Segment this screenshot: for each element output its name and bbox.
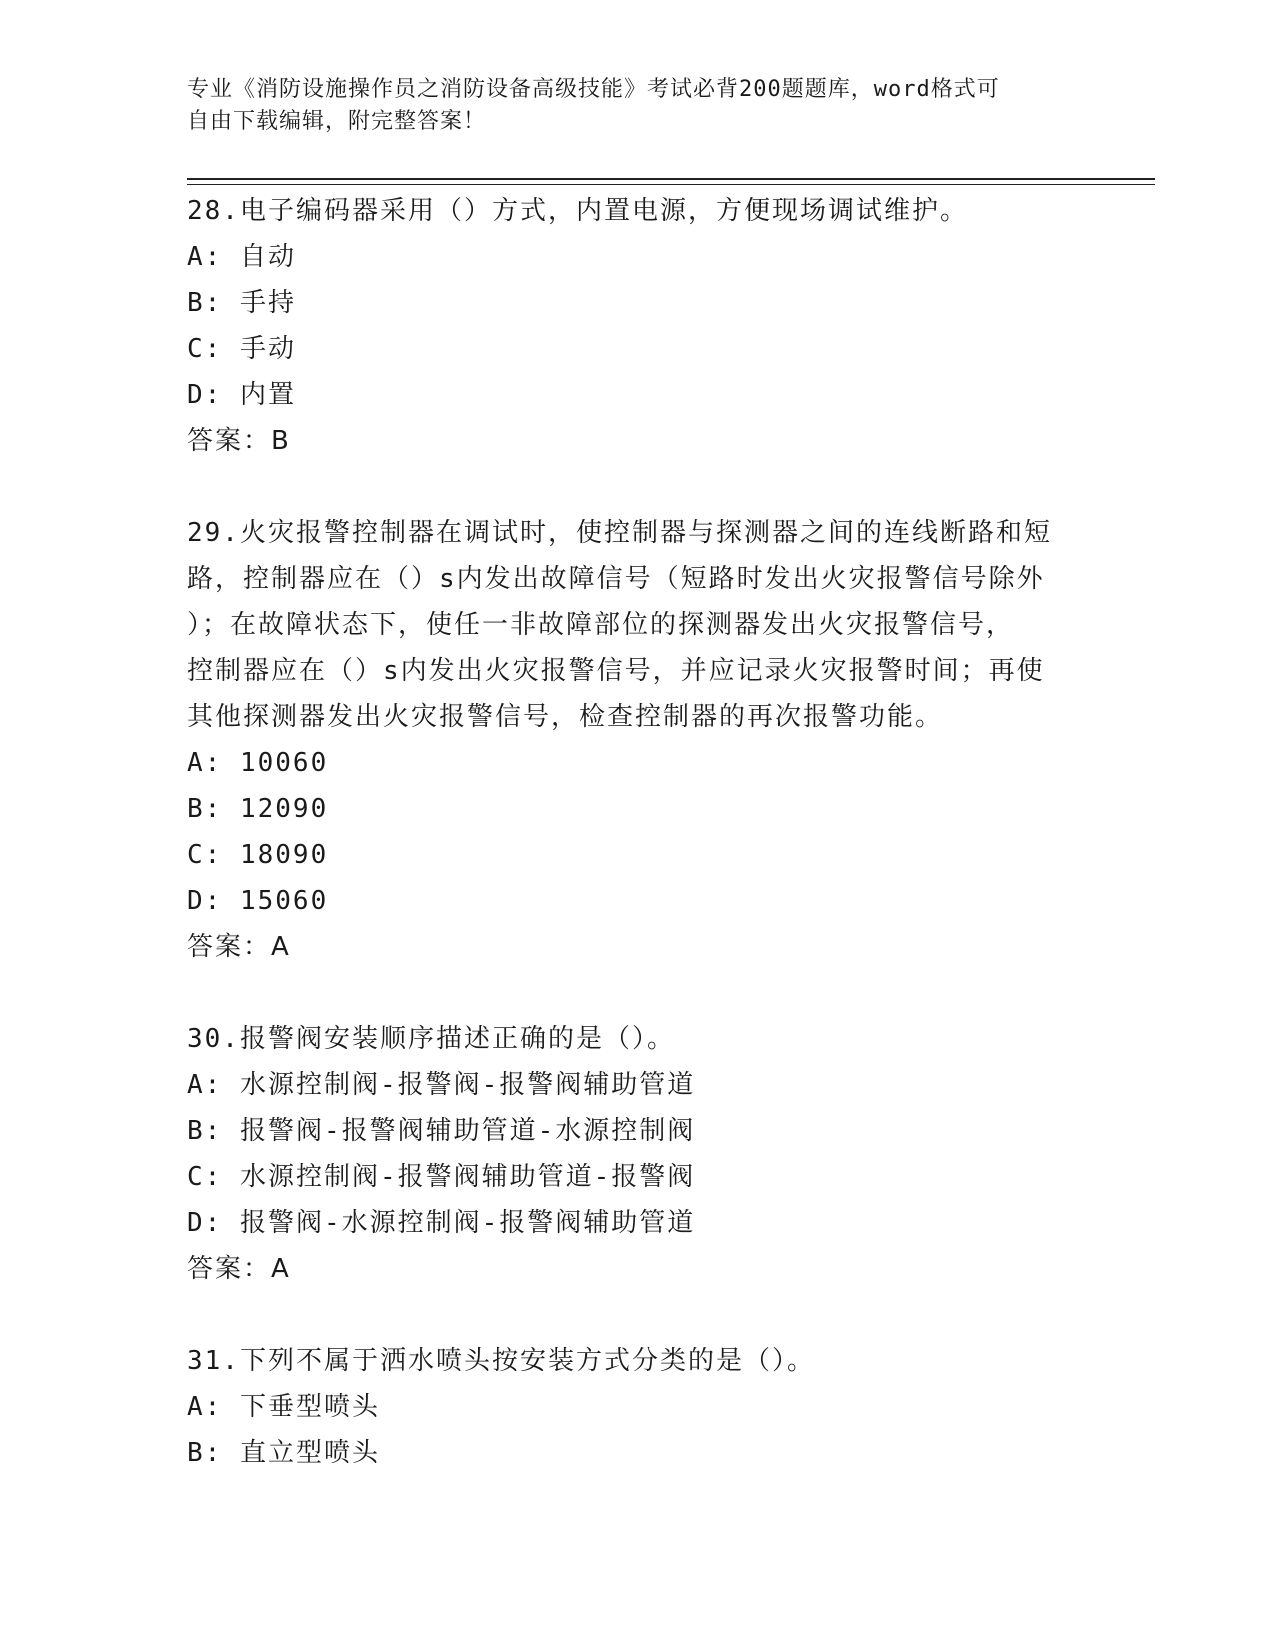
option-b: B: 12090 — [187, 794, 329, 824]
question-stem: 31.下列不属于洒水喷头按安装方式分类的是（）。 — [187, 1346, 815, 1376]
option-c: C: 水源控制阀-报警阀辅助管道-报警阀 — [187, 1162, 696, 1192]
option-a: A: 下垂型喷头 — [187, 1392, 380, 1422]
question-stem: 28.电子编码器采用（）方式，内置电源，方便现场调试维护。 — [187, 196, 968, 226]
answer-line: 答案：A — [187, 1254, 291, 1284]
question-stem: 29.火灾报警控制器在调试时，使控制器与探测器之间的连线断路和短 — [187, 518, 1052, 548]
option-d: D: 报警阀-水源控制阀-报警阀辅助管道 — [187, 1208, 696, 1238]
answer-line: 答案：B — [187, 426, 291, 456]
option-d: D: 内置 — [187, 380, 296, 410]
header-line-2: 自由下载编辑，附完整答案！ — [187, 109, 487, 134]
option-b: B: 手持 — [187, 288, 296, 318]
header-divider-thick — [187, 178, 1155, 180]
question-stem: 路，控制器应在（）s内发出故障信号（短路时发出火灾报警信号除外 — [187, 564, 1045, 594]
question-28 — [187, 188, 1087, 464]
option-a: A: 自动 — [187, 242, 296, 272]
question-stem: 30.报警阀安装顺序描述正确的是（）。 — [187, 1024, 675, 1054]
header-line-1: 专业《消防设施操作员之消防设备高级技能》考试必背200题题库，word格式可 — [187, 77, 1000, 102]
question-stem: 其他探测器发出火灾报警信号，检查控制器的再次报警功能。 — [187, 702, 944, 732]
option-b: B: 直立型喷头 — [187, 1438, 380, 1468]
question-29 — [187, 510, 1087, 970]
header-divider-thin — [187, 184, 1155, 185]
question-stem: ）；在故障状态下，使任一非故障部位的探测器发出火灾报警信号， — [187, 610, 1015, 640]
question-31 — [187, 1338, 1087, 1476]
question-30 — [187, 1016, 1087, 1292]
question-stem: 控制器应在（）s内发出火灾报警信号，并应记录火灾报警时间；再使 — [187, 656, 1045, 686]
option-a: A: 10060 — [187, 748, 329, 778]
option-c: C: 手动 — [187, 334, 296, 364]
question-list — [187, 188, 1087, 1476]
answer-line: 答案：A — [187, 932, 291, 962]
option-a: A: 水源控制阀-报警阀-报警阀辅助管道 — [187, 1070, 696, 1100]
option-b: B: 报警阀-报警阀辅助管道-水源控制阀 — [187, 1116, 696, 1146]
option-d: D: 15060 — [187, 886, 329, 916]
document-header — [187, 74, 1067, 138]
option-c: C: 18090 — [187, 840, 329, 870]
